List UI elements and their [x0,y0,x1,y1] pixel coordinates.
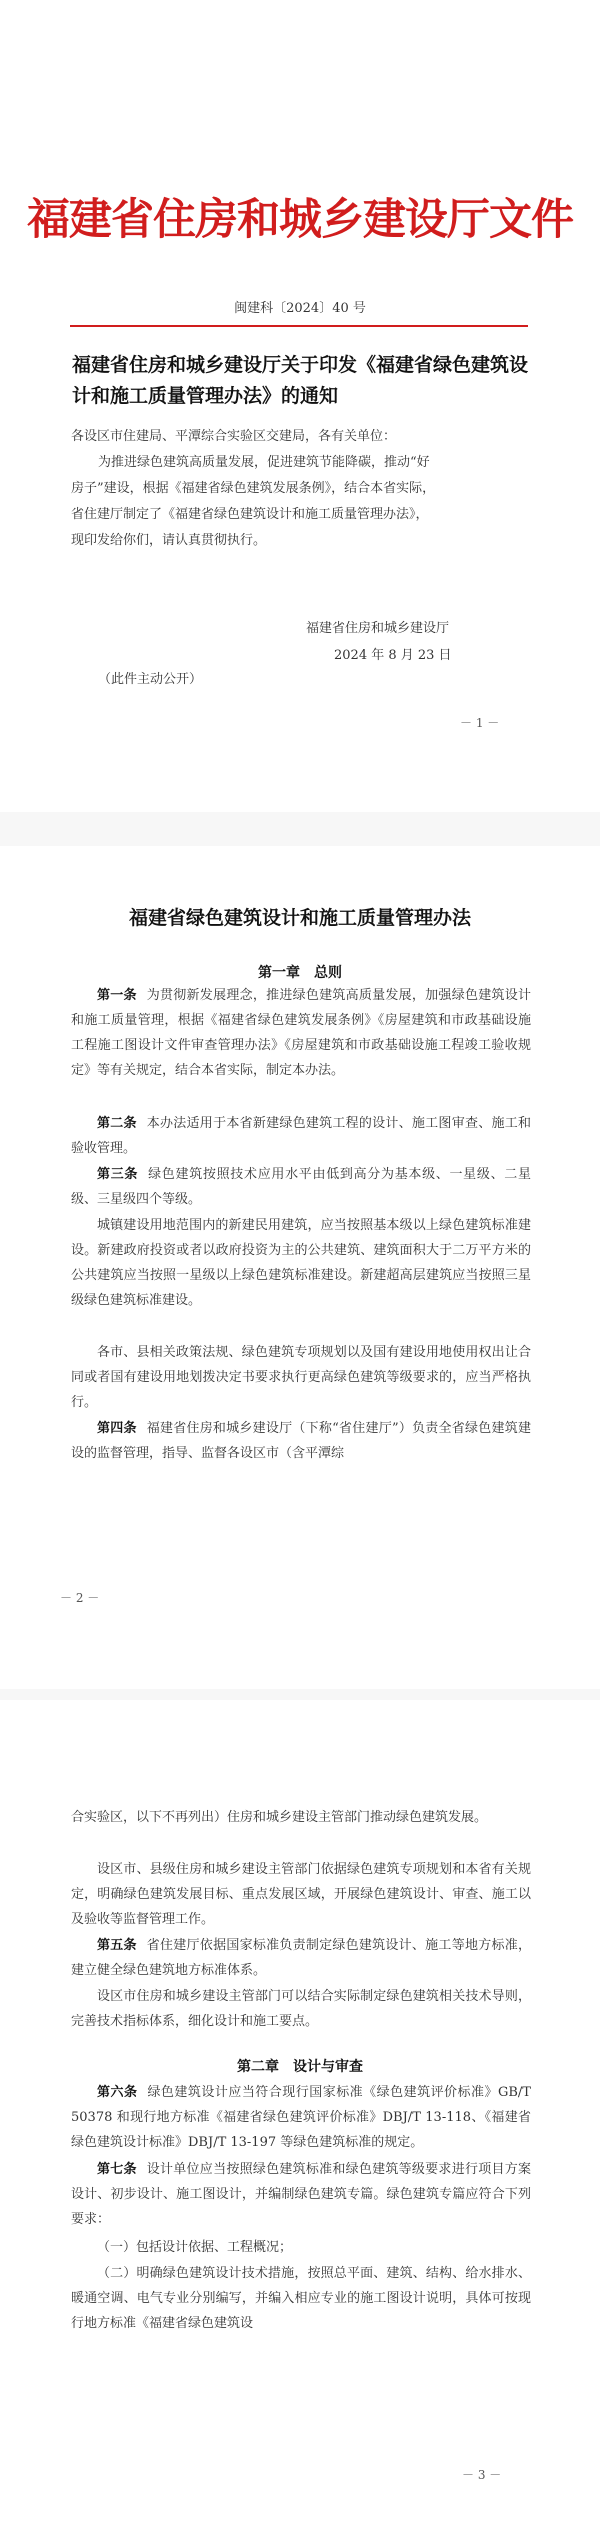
measures-title: 福建省绿色建筑设计和施工质量管理办法 [128,907,471,929]
article-4-continued: 合实验区，以下不再列出）住房和城乡建设主管部门推动绿色建筑发展。 [71,1810,488,1825]
body-line-2: 房子”建设，根据《福建省绿色建筑发展条例》，结合本省实际， [71,481,436,496]
article-4-label: 第四条 [97,1421,137,1436]
chapter-2-heading: 第二章 设计与审查 [237,2059,363,2075]
article-3-text: 绿色建筑按照技术应用水平由低到高分为基本级、一星级、二星级、三星级四个等级。 [71,1167,531,1207]
page-number-1: － 1 － [460,716,500,730]
chapter-1-heading: 第一章 总则 [258,965,342,981]
article-4 [71,1416,531,1466]
article-2-label: 第二条 [97,1116,137,1131]
body-line-1: 为推进绿色建筑高质量发展，促进建筑节能降碳，推动“好 [98,455,430,470]
signature: 福建省住房和城乡建设厅 [306,621,450,636]
article-1-label: 第一条 [97,988,137,1003]
page-number-2: － 2 － [60,1591,100,1605]
article-7-text: 设计单位应当按照绿色建筑标准和绿色建筑等级要求进行项目方案设计、初步设计、施工图设计，并编制绿色建筑专篇。绿色建筑专篇应符合下列要求： [71,2162,531,2227]
issue-date: 2024 年 8 月 23 日 [334,648,452,663]
page-1 [0,0,600,812]
body-line-4: 现印发给你们，请认真贯彻执行。 [71,533,267,548]
paragraph-urban-buildings: 城镇建设用地范围内的新建民用建筑，应当按照基本级以上绿色建筑标准建设。新建政府投资或者以政府投资为主的公共建筑、建筑面积大于二万平方米的公共建筑应当按照一星级以上绿色建筑标准建设。新建超高层建筑应当按照三星级绿色建筑标准建设。 [71,1218,531,1308]
addressee: 各设区市住建局、平潭综合实验区交建局，各有关单位： [71,429,397,444]
article-3 [71,1162,531,1212]
document-number: 闽建科〔2024〕40 号 [234,301,366,316]
paragraph-city-requirements: 各市、县相关政策法规、绿色建筑专项规划以及国有建设用地使用权出让合同或者国有建设用地划拨决定书要求执行更高绿色建筑等级要求的，应当严格执行。 [71,1345,531,1410]
article-6-label: 第六条 [97,2085,138,2100]
page-2 [0,846,600,1689]
list-item-2: （二）明确绿色建筑设计技术措施，按照总平面、建筑、结构、给水排水、暖通空调、电气专业分别编写，并编入相应专业的施工图设计说明，具体可按现行地方标准《福建省绿色建筑设 [71,2266,531,2331]
article-5-text: 省住建厅依据国家标准负责制定绿色建筑设计、施工等地方标准，建立健全绿色建筑地方标准体系。 [71,1938,531,1978]
article-6 [71,2080,531,2155]
page-number-3: － 3 － [462,2468,502,2482]
paragraph-local-guidelines: 设区市住房和城乡建设主管部门可以结合实际制定绿色建筑相关技术导则，完善技术指标体系，细化设计和施工要点。 [71,1989,531,2029]
paragraph-county: 设区市、县级住房和城乡建设主管部门依据绿色建筑专项规划和本省有关规定，明确绿色建筑发展目标、重点发展区域，开展绿色建筑设计、审查、施工以及验收等监督管理工作。 [71,1862,531,1927]
article-5 [71,1933,531,1983]
article-1-text: 为贯彻新发展理念，推进绿色建筑高质量发展，加强绿色建筑设计和施工质量管理，根据《福建省绿色建筑发展条例》《房屋建筑和市政基础设施工程施工图设计文件审查管理办法》《房屋建筑和市政基础设施工程竣工验收规定》等有关规定，结合本省实际，制定本办法。 [71,988,531,1078]
red-header: 福建省住房和城乡建设厅文件 [27,195,573,245]
article-4-text: 福建省住房和城乡建设厅（下称“省住建厅”）负责全省绿色建筑建设的监督管理，指导、监督各设区市（含平潭综 [71,1421,531,1461]
disclosure-note: （此件主动公开） [98,672,203,687]
article-1 [71,983,531,1083]
list-item-1: （一）包括设计依据、工程概况； [97,2240,293,2255]
article-6-text: 绿色建筑设计应当符合现行国家标准《绿色建筑评价标准》GB/T 50378 和现行地方标准《福建省绿色建筑评价标准》DBJ/T 13-118、《福建省绿色建筑设计标准》DBJ/T 13-197 等绿色建筑标准的规定。 [71,2085,531,2150]
page-3 [0,1700,600,2544]
article-2 [71,1111,531,1161]
article-2-text: 本办法适用于本省新建绿色建筑工程的设计、施工图审查、施工和验收管理。 [71,1116,531,1156]
body-line-3: 省住建厅制定了《福建省绿色建筑设计和施工质量管理办法》， [71,507,429,522]
red-divider [70,325,528,327]
article-7-label: 第七条 [97,2162,137,2177]
article-7 [71,2157,531,2232]
article-5-label: 第五条 [97,1938,137,1953]
notice-title: 福建省住房和城乡建设厅关于印发《福建省绿色建筑设计和施工质量管理办法》的通知 [72,354,529,407]
article-3-label: 第三条 [97,1167,139,1182]
